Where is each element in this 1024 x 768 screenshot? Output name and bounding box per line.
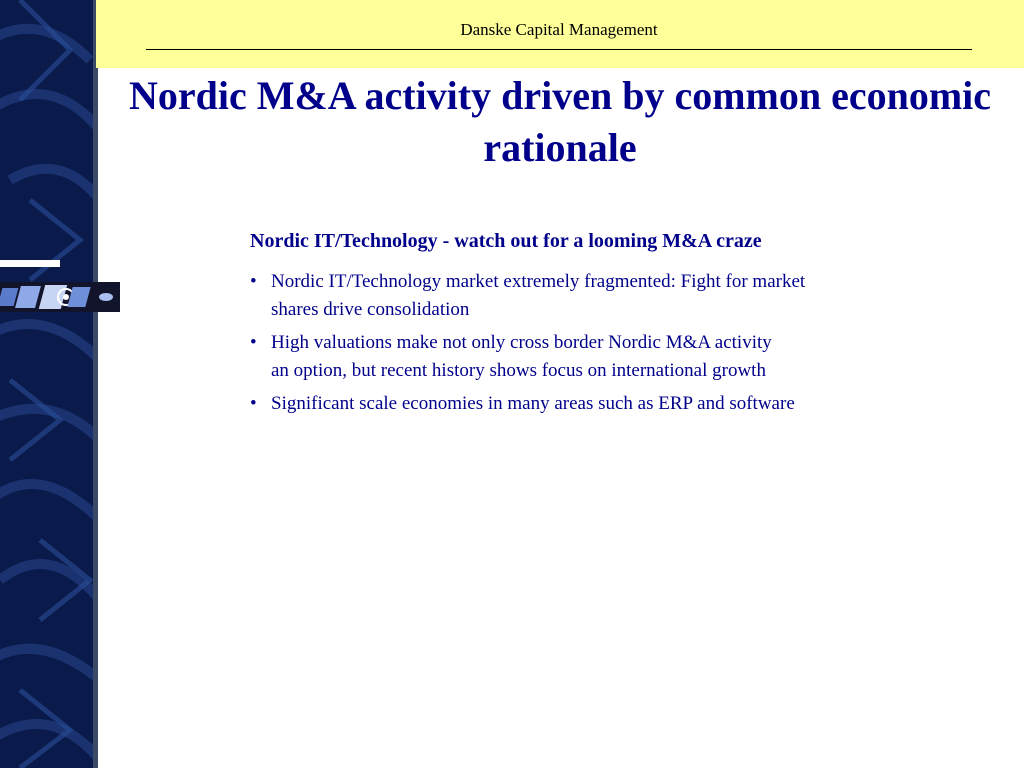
slide-title: Nordic M&A activity driven by common economic rationale <box>128 73 992 170</box>
bullet-text: High valuations make not only cross border Nordic M&A activity an option, but recent history shows focus on international growth <box>271 332 772 381</box>
company-name: Danske Capital Management <box>460 20 658 39</box>
bullet-dot-icon: • <box>250 271 257 292</box>
bullet-item <box>250 268 950 324</box>
bullet-item <box>250 329 950 385</box>
slide-subtitle: Nordic IT/Technology - watch out for a looming M&A craze <box>250 230 762 252</box>
sidebar-pattern <box>0 0 96 768</box>
bullet-text: Nordic IT/Technology market extremely fragmented: Fight for market shares drive consolidation <box>271 271 806 320</box>
bullet-item <box>250 390 950 418</box>
technology-photo-strip <box>0 282 120 312</box>
bullet-text: Significant scale economies in many areas such as ERP and software <box>271 393 795 414</box>
header-divider <box>146 49 972 50</box>
sidebar-decoration <box>0 0 96 768</box>
bullet-list <box>250 268 950 423</box>
sidebar-accent-bar <box>0 260 60 267</box>
sidebar-edge <box>93 0 98 768</box>
bullet-dot-icon: • <box>250 393 257 414</box>
bullet-dot-icon: • <box>250 332 257 353</box>
photo-strip-graphic <box>0 282 120 312</box>
